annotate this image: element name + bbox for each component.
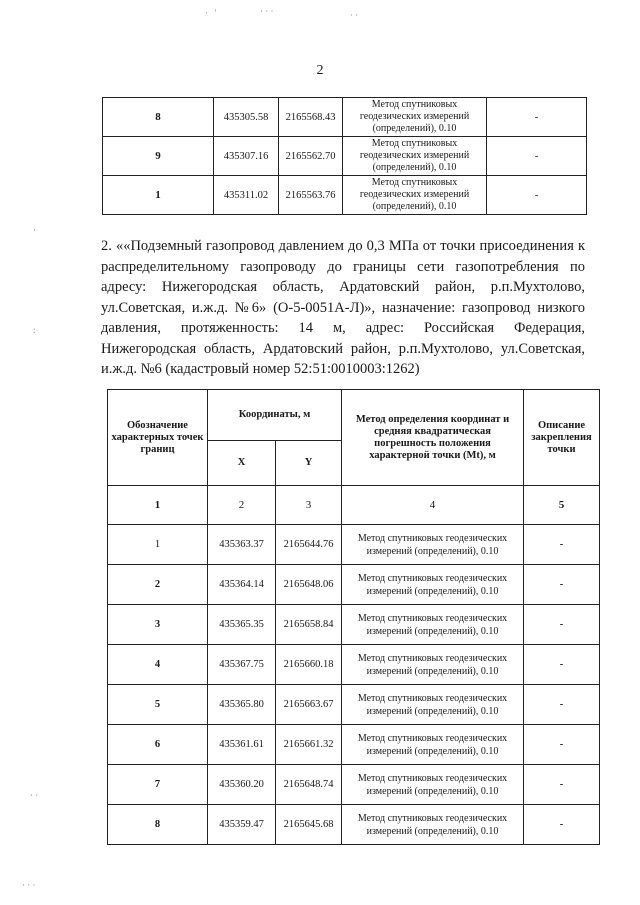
table-row	[103, 98, 587, 137]
description-cell: -	[524, 645, 600, 685]
table-row	[108, 525, 600, 565]
x-cell: 435305.58	[214, 98, 279, 137]
description-cell: -	[487, 137, 587, 176]
point-cell: 3	[108, 605, 208, 645]
description-cell: -	[487, 98, 587, 137]
y-cell: 2165648.06	[276, 565, 342, 605]
header-description: Описание закрепления точки	[524, 390, 600, 486]
scan-mark: · · ·	[22, 880, 36, 890]
point-cell: 5	[108, 685, 208, 725]
y-cell: 2165562.70	[279, 137, 343, 176]
y-cell: 2165658.84	[276, 605, 342, 645]
method-cell: Метод спутниковых геодезических измерений (определений), 0.10	[342, 565, 524, 605]
method-cell: Метод спутниковых геодезических измерений (определений), 0.10	[342, 765, 524, 805]
description-cell: -	[524, 725, 600, 765]
y-cell: 2165563.76	[279, 176, 343, 215]
x-cell: 435363.37	[208, 525, 276, 565]
description-cell: -	[524, 605, 600, 645]
page-number: 2	[316, 63, 324, 78]
column-number: 4	[342, 486, 524, 525]
header-point: Обозначение характерных точек границ	[108, 390, 208, 486]
scan-mark: · · ·	[260, 6, 274, 16]
point-cell: 2	[108, 565, 208, 605]
point-cell: 8	[103, 98, 214, 137]
table-row	[108, 565, 600, 605]
point-cell: 4	[108, 645, 208, 685]
method-cell: Метод спутниковых геодезических измерений (определений), 0.10	[342, 645, 524, 685]
header-x: X	[208, 441, 276, 486]
y-cell: 2165568.43	[279, 98, 343, 137]
table-row	[103, 176, 587, 215]
method-cell: Метод спутниковых геодезических измерений (определений), 0.10	[342, 605, 524, 645]
scan-mark: · '	[205, 8, 217, 18]
table-row	[108, 645, 600, 685]
point-cell: 7	[108, 765, 208, 805]
x-cell: 435359.47	[208, 805, 276, 845]
x-cell: 435307.16	[214, 137, 279, 176]
method-cell: Метод спутниковых геодезических измерений (определений), 0.10	[343, 98, 487, 137]
y-cell: 2165648.74	[276, 765, 342, 805]
description-cell: -	[524, 685, 600, 725]
x-cell: 435360.20	[208, 765, 276, 805]
table-row	[103, 137, 587, 176]
method-cell: Метод спутниковых геодезических измерений (определений), 0.10	[342, 805, 524, 845]
point-cell: 1	[108, 525, 208, 565]
x-cell: 435365.35	[208, 605, 276, 645]
scan-mark: · ·	[30, 790, 39, 800]
method-cell: Метод спутниковых геодезических измерений (определений), 0.10	[342, 525, 524, 565]
scan-mark: ·	[33, 225, 36, 235]
coordinates-table-continuation	[102, 97, 587, 215]
column-number: 5	[524, 486, 600, 525]
description-cell: -	[524, 765, 600, 805]
method-cell: Метод спутниковых геодезических измерений (определений), 0.10	[343, 137, 487, 176]
y-cell: 2165645.68	[276, 805, 342, 845]
y-cell: 2165661.32	[276, 725, 342, 765]
table-row	[108, 805, 600, 845]
scan-mark: :	[33, 325, 36, 335]
y-cell: 2165660.18	[276, 645, 342, 685]
table-row	[108, 725, 600, 765]
column-number: 1	[108, 486, 208, 525]
y-cell: 2165663.67	[276, 685, 342, 725]
x-cell: 435311.02	[214, 176, 279, 215]
point-cell: 6	[108, 725, 208, 765]
method-cell: Метод спутниковых геодезических измерений (определений), 0.10	[343, 176, 487, 215]
description-cell: -	[487, 176, 587, 215]
x-cell: 435361.61	[208, 725, 276, 765]
description-cell: -	[524, 805, 600, 845]
x-cell: 435367.75	[208, 645, 276, 685]
column-number: 3	[276, 486, 342, 525]
coordinates-table	[107, 389, 600, 845]
description-cell: -	[524, 565, 600, 605]
point-cell: 9	[103, 137, 214, 176]
method-cell: Метод спутниковых геодезических измерений (определений), 0.10	[342, 685, 524, 725]
method-cell: Метод спутниковых геодезических измерений (определений), 0.10	[342, 725, 524, 765]
point-cell: 8	[108, 805, 208, 845]
object-description-paragraph: 2. ««Подземный газопровод давлением до 0,3 МПа от точки присоединения к распределительному газопроводу до границы сети газопотребления по адресу: Нижегородская область, Ардатовский район, р.п.Мухтолово, ул.Советская, и.ж.д. №6» (О-5-0051А-Л)», назначение: газопровод низкого давления, протяженность: 14 м, адрес: Российская Федерация, Нижегородская область, Ардатовский район, р.п.Мухтолово, ул.Советская, и.ж.д. №6 (кадастровый номер 52:51:0010003:1262)	[101, 238, 585, 377]
scan-mark: · ·	[350, 10, 359, 20]
header-y: Y	[276, 441, 342, 486]
description-cell: -	[524, 525, 600, 565]
table-row	[108, 605, 600, 645]
column-number: 2	[208, 486, 276, 525]
table-row	[108, 685, 600, 725]
x-cell: 435365.80	[208, 685, 276, 725]
header-method: Метод определения координат и средняя квадратическая погрешность положения характерной точки (Mt), м	[342, 390, 524, 486]
y-cell: 2165644.76	[276, 525, 342, 565]
point-cell: 1	[103, 176, 214, 215]
table-row	[108, 765, 600, 805]
x-cell: 435364.14	[208, 565, 276, 605]
header-coordinates: Координаты, м	[208, 390, 342, 441]
